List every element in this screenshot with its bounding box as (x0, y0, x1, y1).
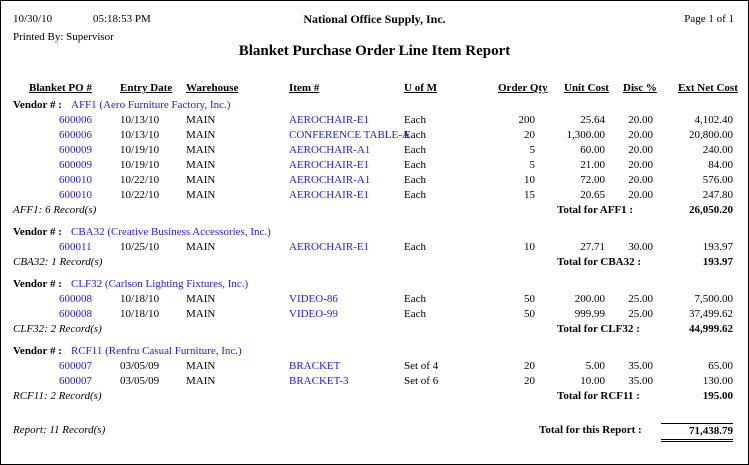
column-headers (1, 82, 748, 98)
vendor-label: Vendor # : (13, 226, 62, 238)
vendor-label: Vendor # : (13, 345, 62, 357)
cell-uom: Set of 4 (404, 360, 439, 372)
group-spacer (1, 218, 748, 225)
column-header-item: Item # (289, 82, 320, 94)
vendor-group-header (1, 98, 748, 113)
cell-warehouse: MAIN (186, 308, 216, 320)
cell-ext-net-cost: 37,499.62 (689, 308, 733, 320)
cell-ext-net-cost: 65.00 (708, 360, 733, 372)
group-record-count: CBA32: 1 Record(s) (13, 256, 103, 268)
cell-disc: 30.00 (628, 241, 653, 253)
cell-order-qty: 10 (524, 174, 535, 186)
group-summary-row (1, 389, 748, 404)
cell-order-qty: 5 (529, 144, 535, 156)
cell-unit-cost: 10.00 (580, 375, 605, 387)
table-row (1, 307, 748, 322)
report-summary-row (1, 423, 748, 438)
cell-blanket-po[interactable]: 600007 (59, 360, 92, 372)
cell-item[interactable]: BRACKET (289, 360, 341, 372)
cell-unit-cost: 999.99 (574, 308, 605, 320)
cell-entry-date: 10/22/10 (120, 174, 160, 186)
cell-disc: 20.00 (628, 174, 653, 186)
group-total-value: 26,050.20 (689, 204, 733, 216)
table-row (1, 240, 748, 255)
group-spacer (1, 404, 748, 411)
cell-disc: 25.00 (628, 308, 653, 320)
cell-blanket-po[interactable]: 600011 (59, 241, 92, 253)
group-spacer (1, 270, 748, 277)
cell-order-qty: 50 (524, 293, 535, 305)
group-summary-row (1, 203, 748, 218)
group-total-label: Total for RCF11 : (557, 390, 640, 402)
report-body (1, 98, 748, 438)
cell-item[interactable]: VIDEO-86 (289, 293, 338, 305)
cell-warehouse: MAIN (186, 375, 216, 387)
cell-order-qty: 15 (524, 189, 535, 201)
report-total-label: Total for this Report : (539, 424, 642, 436)
cell-blanket-po[interactable]: 600010 (59, 189, 92, 201)
cell-item[interactable]: CONFERENCE TABLE-A (289, 129, 410, 141)
cell-uom: Each (404, 159, 426, 171)
table-row (1, 359, 748, 374)
cell-blanket-po[interactable]: 600007 (59, 375, 92, 387)
cell-item[interactable]: AEROCHAIR-A1 (289, 144, 371, 156)
column-header-warehouse: Warehouse (186, 82, 239, 94)
cell-entry-date: 10/25/10 (120, 241, 160, 253)
report-record-count: Report: 11 Record(s) (13, 424, 106, 436)
cell-entry-date: 10/18/10 (120, 308, 160, 320)
cell-unit-cost: 20.65 (580, 189, 605, 201)
cell-warehouse: MAIN (186, 144, 216, 156)
vendor-group-header (1, 225, 748, 240)
group-record-count: CLF32: 2 Record(s) (13, 323, 102, 335)
group-total-value: 44,999.62 (689, 323, 733, 335)
column-header-entry-date: Entry Date (120, 82, 173, 94)
group-total-value: 193.97 (702, 256, 733, 268)
report-time: 05:18:53 PM (93, 13, 151, 25)
printed-by: Printed By: Supervisor (13, 31, 114, 43)
cell-ext-net-cost: 20,800.00 (689, 129, 733, 141)
column-header-blanket-po: Blanket PO # (29, 82, 92, 94)
cell-order-qty: 20 (524, 360, 535, 372)
cell-unit-cost: 200.00 (574, 293, 605, 305)
cell-order-qty: 5 (529, 159, 535, 171)
cell-uom: Each (404, 308, 426, 320)
cell-warehouse: MAIN (186, 189, 216, 201)
cell-item[interactable]: AEROCHAIR-E1 (289, 159, 370, 171)
cell-warehouse: MAIN (186, 241, 216, 253)
cell-unit-cost: 72.00 (580, 174, 605, 186)
cell-entry-date: 10/22/10 (120, 189, 160, 201)
cell-order-qty: 200 (518, 114, 535, 126)
cell-disc: 20.00 (628, 129, 653, 141)
cell-unit-cost: 21.00 (580, 159, 605, 171)
cell-order-qty: 20 (524, 375, 535, 387)
vendor-group-header (1, 344, 748, 359)
vendor-label: Vendor # : (13, 99, 62, 111)
vendor-name-link[interactable]: CBA32 (Creative Business Accessories, Inc.) (71, 226, 271, 238)
table-row (1, 128, 748, 143)
column-header-ext-net-cost: Ext Net Cost (678, 82, 738, 94)
cell-uom: Each (404, 129, 426, 141)
cell-unit-cost: 1,300.00 (566, 129, 605, 141)
vendor-name-link[interactable]: RCF11 (Renfru Casual Furniture, Inc.) (71, 345, 242, 357)
table-row (1, 113, 748, 128)
cell-unit-cost: 60.00 (580, 144, 605, 156)
cell-disc: 25.00 (628, 293, 653, 305)
cell-ext-net-cost: 130.00 (702, 375, 733, 387)
vendor-label: Vendor # : (13, 278, 62, 290)
cell-warehouse: MAIN (186, 293, 216, 305)
cell-warehouse: MAIN (186, 114, 216, 126)
cell-blanket-po[interactable]: 600008 (59, 293, 92, 305)
cell-order-qty: 20 (524, 129, 535, 141)
cell-blanket-po[interactable]: 600009 (59, 159, 92, 171)
cell-warehouse: MAIN (186, 159, 216, 171)
cell-ext-net-cost: 193.97 (702, 241, 733, 253)
cell-item[interactable]: AEROCHAIR-E1 (289, 241, 370, 253)
group-summary-row (1, 255, 748, 270)
cell-entry-date: 03/05/09 (120, 375, 160, 387)
cell-uom: Each (404, 241, 426, 253)
cell-blanket-po[interactable]: 600006 (59, 114, 92, 126)
group-total-value: 195.00 (702, 390, 733, 402)
page-indicator: Page 1 of 1 (684, 13, 734, 25)
cell-entry-date: 10/18/10 (120, 293, 160, 305)
cell-warehouse: MAIN (186, 129, 216, 141)
table-row (1, 188, 748, 203)
cell-unit-cost: 27.71 (580, 241, 605, 253)
cell-blanket-po[interactable]: 600006 (59, 129, 92, 141)
cell-unit-cost: 5.00 (585, 360, 605, 372)
column-header-unit-cost: Unit Cost (564, 82, 609, 94)
vendor-name-link[interactable]: AFF1 (Aero Furniture Factory, Inc.) (71, 99, 231, 111)
table-row (1, 143, 748, 158)
vendor-name-link[interactable]: CLF32 (Carlson Lighting Fixtures, Inc.) (71, 278, 249, 290)
column-header-uom: U of M (404, 82, 437, 94)
cell-ext-net-cost: 7,500.00 (694, 293, 733, 305)
table-row (1, 292, 748, 307)
cell-entry-date: 10/19/10 (120, 144, 160, 156)
group-record-count: AFF1: 6 Record(s) (13, 204, 97, 216)
cell-disc: 35.00 (628, 375, 653, 387)
cell-disc: 35.00 (628, 360, 653, 372)
cell-order-qty: 50 (524, 308, 535, 320)
cell-uom: Each (404, 189, 426, 201)
cell-uom: Set of 6 (404, 375, 439, 387)
cell-entry-date: 10/19/10 (120, 159, 160, 171)
table-row (1, 374, 748, 389)
cell-unit-cost: 25.64 (580, 114, 605, 126)
group-summary-row (1, 322, 748, 337)
cell-uom: Each (404, 144, 426, 156)
cell-item[interactable]: AEROCHAIR-E1 (289, 189, 370, 201)
column-header-order-qty: Order Qty (498, 82, 548, 94)
table-row (1, 158, 748, 173)
cell-ext-net-cost: 84.00 (708, 159, 733, 171)
cell-ext-net-cost: 4,102.40 (694, 114, 733, 126)
cell-disc: 20.00 (628, 144, 653, 156)
cell-item[interactable]: AEROCHAIR-E1 (289, 114, 370, 126)
cell-item[interactable]: BRACKET-3 (289, 375, 349, 387)
company-name: National Office Supply, Inc. (303, 12, 446, 26)
column-header-disc: Disc % (623, 82, 657, 94)
group-record-count: RCF11: 2 Record(s) (13, 390, 102, 402)
cell-entry-date: 10/13/10 (120, 114, 160, 126)
cell-item[interactable]: AEROCHAIR-A1 (289, 174, 371, 186)
cell-disc: 20.00 (628, 189, 653, 201)
cell-disc: 20.00 (628, 114, 653, 126)
table-row (1, 173, 748, 188)
cell-uom: Each (404, 293, 426, 305)
cell-ext-net-cost: 247.80 (702, 189, 733, 201)
vendor-group-header (1, 277, 748, 292)
cell-disc: 20.00 (628, 159, 653, 171)
report-total-value: 71,438.79 (661, 423, 733, 442)
group-total-label: Total for AFF1 : (557, 204, 634, 216)
cell-blanket-po[interactable]: 600010 (59, 174, 92, 186)
group-total-label: Total for CBA32 : (557, 256, 642, 268)
group-total-label: Total for CLF32 : (557, 323, 640, 335)
cell-warehouse: MAIN (186, 174, 216, 186)
group-spacer (1, 337, 748, 344)
cell-uom: Each (404, 114, 426, 126)
cell-blanket-po[interactable]: 600009 (59, 144, 92, 156)
report-date: 10/30/10 (13, 13, 53, 25)
cell-uom: Each (404, 174, 426, 186)
cell-blanket-po[interactable]: 600008 (59, 308, 92, 320)
cell-entry-date: 03/05/09 (120, 360, 160, 372)
page-title: Blanket Purchase Order Line Item Report (238, 43, 511, 59)
cell-ext-net-cost: 576.00 (702, 174, 733, 186)
cell-warehouse: MAIN (186, 360, 216, 372)
cell-item[interactable]: VIDEO-99 (289, 308, 338, 320)
cell-ext-net-cost: 240.00 (702, 144, 733, 156)
cell-order-qty: 10 (524, 241, 535, 253)
cell-entry-date: 10/13/10 (120, 129, 160, 141)
